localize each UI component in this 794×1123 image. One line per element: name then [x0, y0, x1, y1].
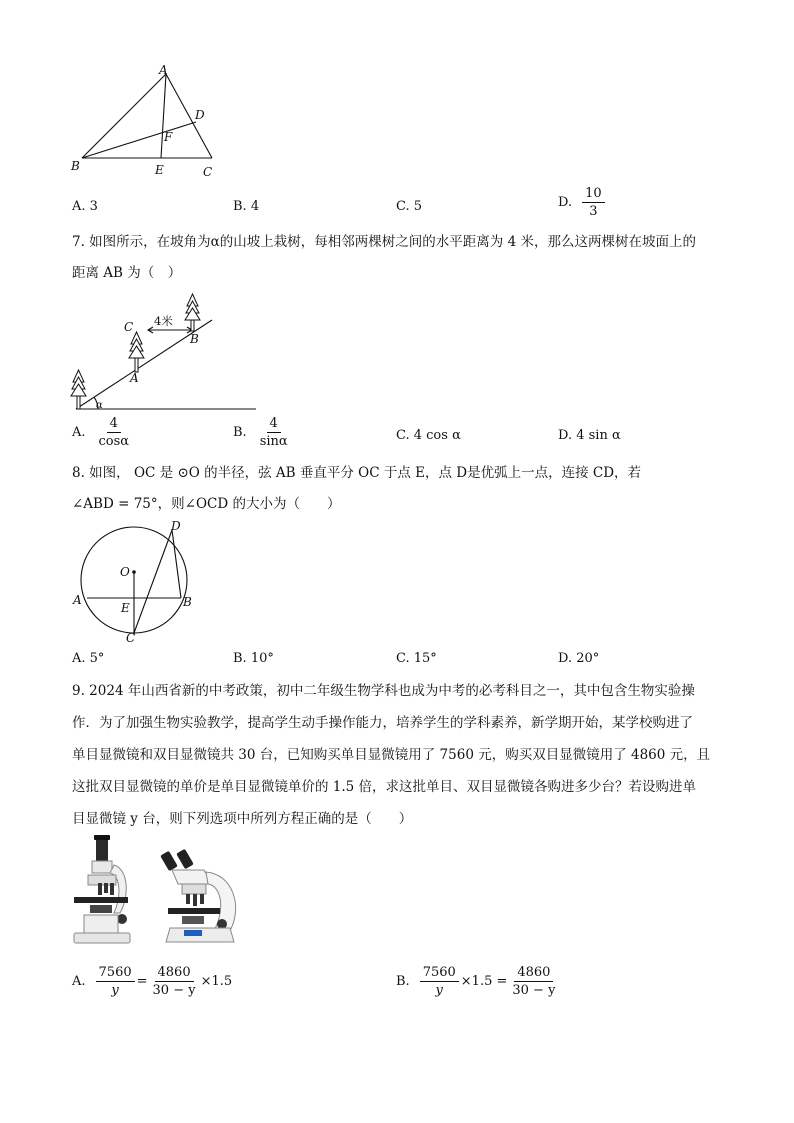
label-b: B — [71, 159, 80, 173]
fraction-denominator: y — [435, 983, 443, 998]
multiplier: ×1.5 — [200, 974, 233, 989]
q7-stem-line-1: 7. 如图所示，在坡角为α的山坡上栽树，每相邻两棵树之间的水平距离为 4 米，那么这两棵树在坡面上的 — [72, 234, 696, 250]
fraction-numerator: 4860 — [514, 965, 553, 982]
label-c: C — [126, 631, 136, 645]
label-d: D — [195, 108, 205, 122]
circle-figure — [68, 518, 198, 646]
q9-option-a-prefix: A. — [72, 974, 86, 989]
segment-ac — [166, 74, 212, 158]
multiplier-equals: ×1.5 = — [460, 974, 508, 989]
fraction-denominator: sinα — [259, 434, 288, 449]
label-e: E — [121, 601, 130, 615]
slope-trees-figure — [66, 292, 266, 416]
fraction-denominator: y — [111, 983, 119, 998]
label-b: B — [183, 595, 192, 609]
q9-option-b[interactable] — [396, 965, 560, 998]
q6-option-d-prefix: D. — [558, 195, 573, 210]
q9-option-b-right-fraction — [509, 965, 558, 998]
fraction-numerator: 7560 — [96, 965, 135, 982]
q8-option-b[interactable]: B. 10° — [233, 651, 274, 666]
label-e: E — [155, 163, 164, 177]
fraction-numerator: 4 — [267, 416, 281, 433]
label-alpha: α — [96, 400, 103, 411]
q7-option-b-fraction — [257, 416, 291, 449]
label-d: D — [171, 519, 181, 533]
q9-option-a[interactable] — [72, 965, 232, 998]
q9-stem-line-2: 作．为了加强生物实验教学，提高学生动手操作能力，培养学生的学科素养，新学期开始，某学校购进了 — [72, 715, 693, 731]
equals-sign: = — [136, 974, 148, 989]
center-point — [132, 570, 136, 574]
q9-option-a-left-fraction — [96, 965, 135, 998]
q9-stem-line-1: 9. 2024 年山西省新的中考政策，初中二年级生物学科也成为中考的必考科目之一，其中包含生物实验操 — [72, 683, 695, 699]
q7-stem — [72, 227, 732, 289]
q8-option-c[interactable]: C. 15° — [396, 651, 437, 666]
q7-option-a-fraction — [96, 416, 133, 449]
q7-option-b-prefix: B. — [233, 425, 247, 440]
q9-stem-line-5: 目显微镜 y 台，则下列选项中所列方程正确的是（ ） — [72, 811, 413, 827]
fraction-denominator: cosα — [98, 434, 130, 449]
label-a: A — [73, 593, 82, 607]
fraction-denominator: 30 − y — [512, 983, 556, 998]
q9-option-a-right-fraction — [150, 965, 199, 998]
q6-option-c[interactable]: C. 5 — [396, 199, 423, 214]
q6-option-a[interactable]: A. 3 — [72, 199, 98, 214]
tree-icon-bottom — [71, 370, 86, 409]
q7-option-b[interactable] — [233, 416, 293, 449]
q7-stem-line-2: 距离 AB 为（ ） — [72, 265, 182, 281]
triangle-figure — [66, 62, 226, 184]
q9-stem-line-3: 单目显微镜和双目显微镜共 30 台，已知购买单目显微镜用了 7560 元，购买双目显微镜用了 4860 元，且 — [72, 747, 711, 763]
fraction-numerator: 10 — [582, 186, 605, 203]
q7-option-d[interactable]: D. 4 sin α — [558, 428, 621, 443]
segment-ab — [82, 74, 166, 158]
label-b: B — [190, 332, 199, 346]
label-c: C — [203, 165, 213, 179]
fraction-numerator: 4860 — [155, 965, 194, 982]
label-a: A — [130, 371, 139, 385]
fraction-denominator: 30 − y — [152, 983, 196, 998]
q8-stem-line-1: 8. 如图， OC 是 ⊙O 的半径，弦 AB 垂直平分 OC 于点 E，点 D是优弧上一点，连接 CD，若 — [72, 465, 642, 481]
label-distance: 4米 — [154, 314, 173, 328]
segment-ae — [161, 74, 166, 158]
q6-option-d-fraction — [582, 186, 605, 219]
fraction-numerator: 7560 — [420, 965, 459, 982]
segment-bd — [172, 530, 181, 598]
label-f: F — [164, 130, 173, 144]
monocular-microscope-image — [70, 835, 138, 947]
segment-bd — [82, 122, 196, 158]
q9-stem-line-4: 这批双目显微镜的单价是单目显微镜单价的 1.5 倍，求这批单目、双目显微镜各购进多少台？若设购进单 — [72, 779, 697, 795]
q6-option-b[interactable]: B. 4 — [233, 199, 260, 214]
q8-stem — [72, 458, 732, 520]
label-o: O — [120, 565, 130, 579]
binocular-microscope-image — [152, 850, 244, 948]
q7-option-a[interactable] — [72, 416, 134, 449]
q9-option-b-left-fraction — [420, 965, 459, 998]
q6-option-d[interactable] — [558, 186, 607, 219]
fraction-denominator: 3 — [589, 204, 598, 219]
fraction-numerator: 4 — [107, 416, 121, 433]
q8-option-a[interactable]: A. 5° — [72, 651, 105, 666]
tree-icon-b — [185, 294, 200, 331]
q9-stem — [72, 675, 732, 835]
q8-stem-line-2: ∠ABD = 75°，则∠OCD 的大小为（ ） — [72, 496, 341, 512]
q7-option-a-prefix: A. — [72, 425, 86, 440]
q9-option-b-prefix: B. — [396, 974, 410, 989]
label-a: A — [159, 63, 168, 77]
label-c: C — [124, 320, 134, 334]
q8-option-d[interactable]: D. 20° — [558, 651, 600, 666]
q7-option-c[interactable]: C. 4 cos α — [396, 428, 461, 443]
segment-cd — [134, 530, 172, 633]
